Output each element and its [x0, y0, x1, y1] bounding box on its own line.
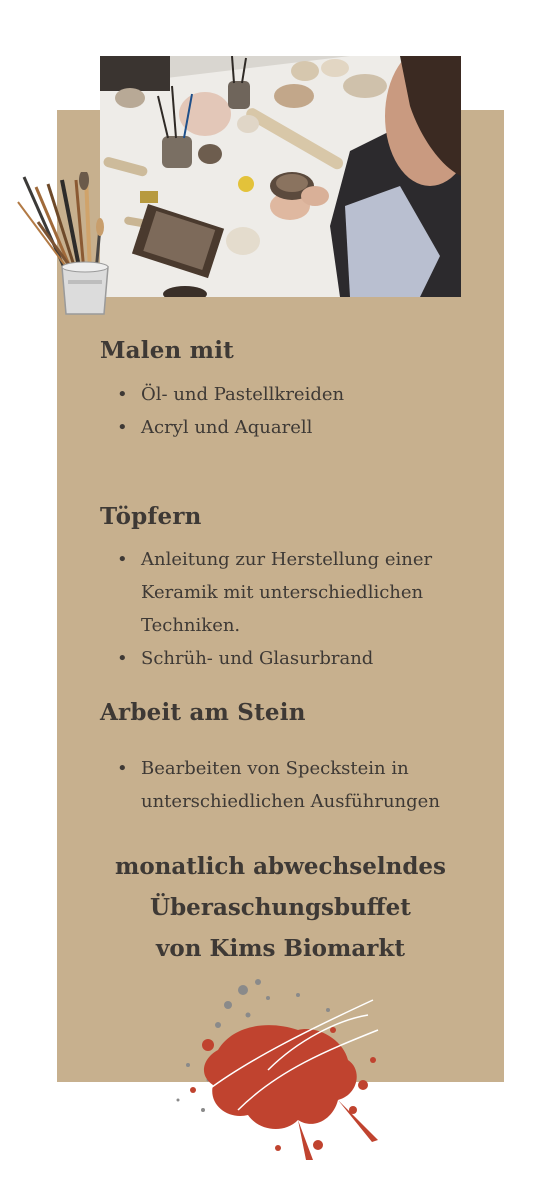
- buffet-line-1: monatlich abwechselndes: [115, 853, 446, 880]
- list-item: • Öl- und Pastellkreiden: [100, 378, 480, 411]
- buffet-line-3: von Kims Biomarkt: [156, 935, 405, 962]
- list-item: • Schrüh- und Glasurbrand: [100, 642, 470, 675]
- section-title-toepfern: Töpfern: [100, 503, 202, 530]
- buffet-note: [57, 846, 504, 969]
- section-title-stein: Arbeit am Stein: [100, 699, 306, 726]
- list-item: • Acryl und Aquarell: [100, 411, 480, 444]
- paint-splash-decoration: [148, 970, 398, 1165]
- malen-list: [100, 378, 480, 444]
- list-item: • Anleitung zur Herstellung einer Keramik mit unterschiedlichen Techniken.: [100, 543, 470, 642]
- buffet-line-2: Überaschungsbuffet: [150, 894, 411, 921]
- list-item: • Bearbeiten von Speckstein in unterschiedlichen Ausführungen: [100, 752, 470, 818]
- toepfern-list: [100, 543, 470, 675]
- paint-brushes-illustration: [14, 172, 114, 320]
- stein-list: [100, 752, 470, 818]
- pottery-workshop-photo: [100, 56, 461, 297]
- section-title-malen: Malen mit: [100, 337, 234, 364]
